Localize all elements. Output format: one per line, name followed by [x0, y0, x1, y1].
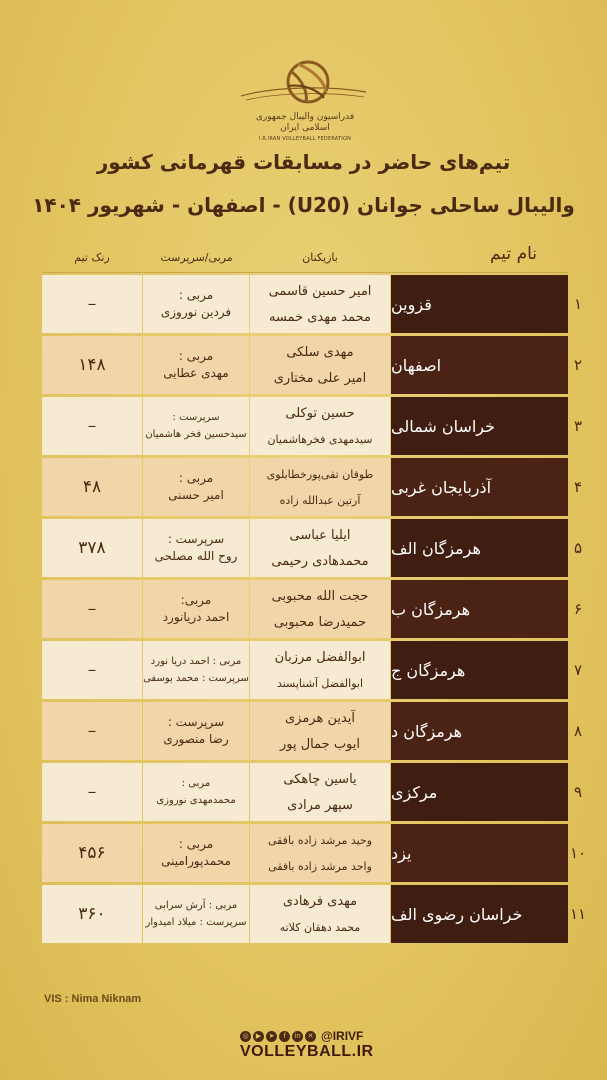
coach-cell — [143, 275, 249, 333]
players-cell — [250, 580, 390, 638]
coach-line: مربی : آرش سرابی — [154, 900, 238, 911]
rank-cell: ۴۵۶ — [42, 824, 142, 882]
coach-cell — [143, 763, 249, 821]
coach-cell — [143, 641, 249, 699]
team-name-cell: قزوین — [391, 275, 568, 333]
youtube-icon[interactable]: ▶ — [253, 1031, 264, 1042]
linkedin-icon[interactable]: in — [292, 1031, 303, 1042]
row-number: ۳ — [573, 417, 583, 435]
player-name: یاسین چاهکی — [283, 771, 357, 787]
team-name-cell: آذربایجان غربی — [391, 458, 568, 516]
coach-cell — [143, 397, 249, 455]
coach-cell — [143, 580, 249, 638]
players-cell — [250, 336, 390, 394]
logo-subtext: I.R.IRAN VOLLEYBALL FEDERATION — [258, 136, 352, 142]
table-row — [42, 885, 587, 943]
player-name: محمد مهدی خمسه — [268, 309, 372, 325]
row-number: ۷ — [573, 661, 583, 679]
team-name-cell: یزد — [391, 824, 568, 882]
player-name: سپهر مرادی — [287, 797, 353, 813]
designer-credit: VIS : Nima Niknam — [44, 993, 142, 1005]
row-number: ۱ — [573, 295, 583, 313]
rank-cell: – — [42, 641, 142, 699]
coach-cell — [143, 458, 249, 516]
header-divider — [42, 272, 568, 273]
column-header-team: نام تیم — [489, 244, 537, 264]
team-name-cell: خراسان شمالی — [391, 397, 568, 455]
row-number: ۴ — [573, 478, 583, 496]
page-subtitle: والیبال ساحلی جوانان (U20) - اصفهان - شهریور ۱۴۰۴ — [32, 193, 575, 217]
team-name-cell: هرمزگان الف — [391, 519, 568, 577]
players-cell — [250, 885, 390, 943]
column-header-players: بازیکنان — [302, 251, 338, 264]
player-name: ایلیا عباسی — [289, 527, 351, 543]
coach-line: سرپرست : — [167, 532, 225, 546]
player-name: مهدی سلکی — [286, 344, 354, 360]
coach-line: مهدی عطایی — [163, 366, 229, 380]
player-name: حسین توکلی — [285, 406, 355, 421]
x-icon[interactable]: ✕ — [305, 1031, 316, 1042]
coach-cell — [143, 885, 249, 943]
rank-cell: ۴۸ — [42, 458, 142, 516]
row-number: ۶ — [573, 600, 583, 618]
instagram-icon[interactable]: ◎ — [240, 1031, 251, 1042]
rank-cell: – — [42, 275, 142, 333]
column-header-rank: رنک تیم — [74, 251, 110, 264]
coach-line: سرپرست : محمد یوسفی — [143, 673, 249, 684]
rank-cell: – — [42, 763, 142, 821]
rank-cell: ۳۶۰ — [42, 885, 142, 943]
coach-cell — [143, 702, 249, 760]
social-handle[interactable]: @IRIVF — [321, 1029, 364, 1043]
coach-cell — [143, 519, 249, 577]
row-number: ۵ — [573, 539, 583, 557]
player-name: ابوالفضل آشناپسند — [276, 677, 364, 690]
team-name-cell: اصفهان — [391, 336, 568, 394]
logo-caption — [250, 112, 360, 145]
players-cell — [250, 641, 390, 699]
players-cell — [250, 275, 390, 333]
coach-line: رضا منصوری — [163, 732, 229, 746]
table-row — [42, 336, 582, 394]
coach-line: سرپرست : — [172, 412, 220, 423]
rank-cell: – — [42, 702, 142, 760]
player-name: آرتین عبدالله زاده — [279, 493, 361, 507]
player-name: محمد دهقان کلاته — [279, 921, 361, 934]
coach-cell — [143, 336, 249, 394]
coach-line: سرپرست : — [167, 715, 225, 729]
player-name: سیدمهدی فخرهاشمیان — [267, 433, 373, 446]
player-name: آیدین هرمزی — [284, 710, 356, 726]
row-number: ۱۱ — [569, 905, 587, 923]
social-links — [240, 1029, 363, 1043]
table-row — [42, 824, 587, 882]
coach-line: احمد دریانورد — [162, 610, 230, 624]
coach-line: سیدحسین فخر هاشمیان — [145, 429, 247, 440]
player-name: امیر علی مختاری — [273, 370, 367, 386]
rank-cell: ۱۴۸ — [42, 336, 142, 394]
table-row — [42, 641, 582, 699]
team-name-cell: هرمزگان ج — [391, 641, 568, 699]
player-name: ایوب جمال پور — [279, 736, 361, 752]
row-number: ۱۰ — [569, 844, 587, 862]
coach-line: مربی : احمد دریا نورد — [150, 656, 242, 667]
player-name: حجت الله محبوبی — [271, 588, 369, 604]
telegram-icon[interactable]: ➤ — [266, 1031, 277, 1042]
coach-line: محمدمهدی نوروزی — [156, 795, 236, 806]
player-name: محمدهادی رحیمی — [271, 553, 369, 569]
coach-line: سرپرست : میلاد امیدوار — [145, 917, 247, 928]
coach-line: مربی : — [178, 288, 214, 302]
table-row — [42, 275, 582, 333]
team-name-cell: هرمزگان ب — [391, 580, 568, 638]
player-name: ابوالفضل مرزبان — [274, 650, 366, 665]
table-row — [42, 519, 582, 577]
rank-cell: ۳۷۸ — [42, 519, 142, 577]
logo-text: فدراسیون والیبال جمهوری اسلامی ایران — [255, 112, 355, 133]
team-name-cell: خراسان رضوی الف — [391, 885, 568, 943]
players-cell — [250, 763, 390, 821]
coach-line: مربی : — [178, 837, 214, 851]
players-cell — [250, 702, 390, 760]
coach-line: امیر حسنی — [168, 488, 224, 502]
players-cell — [250, 519, 390, 577]
coach-line: فردین نوروزی — [160, 305, 232, 319]
table-row — [42, 702, 582, 760]
table-row — [42, 763, 582, 821]
player-name: مهدی فرهادی — [282, 894, 358, 909]
rank-cell: – — [42, 580, 142, 638]
row-number: ۲ — [573, 356, 583, 374]
coach-line: مربی: — [180, 593, 212, 607]
coach-line: مربی : — [178, 471, 214, 485]
row-number: ۸ — [573, 722, 583, 740]
page-title: تیم‌های حاضر در مسابقات قهرمانی کشور — [96, 150, 511, 174]
table-row — [42, 580, 582, 638]
coach-line: مربی : — [178, 349, 214, 363]
coach-line: مربی : — [181, 778, 211, 789]
player-name: حمیدرضا محبوبی — [273, 614, 367, 630]
team-name-cell: مرکزی — [391, 763, 568, 821]
coach-line: روح الله مصلحی — [154, 549, 238, 563]
website-link[interactable]: VOLLEYBALL.IR — [240, 1043, 374, 1060]
coach-cell — [143, 824, 249, 882]
players-cell — [250, 397, 390, 455]
team-name-cell: هرمزگان د — [391, 702, 568, 760]
coach-line: محمدپورامینی — [161, 854, 231, 868]
players-cell — [250, 824, 390, 882]
players-cell — [250, 458, 390, 516]
column-header-coach: مربی/سرپرست — [160, 251, 233, 264]
player-name: وحید مرشد زاده بافقی — [267, 833, 373, 847]
player-name: واحد مرشد زاده بافقی — [268, 859, 372, 873]
rank-cell: – — [42, 397, 142, 455]
player-name: طوفان تقی‌پورخطابلوی — [266, 467, 374, 481]
facebook-icon[interactable]: f — [279, 1031, 290, 1042]
table-row — [42, 397, 582, 455]
table-row — [42, 458, 582, 516]
player-name: امیر حسین قاسمی — [268, 283, 372, 299]
row-number: ۹ — [573, 783, 583, 801]
